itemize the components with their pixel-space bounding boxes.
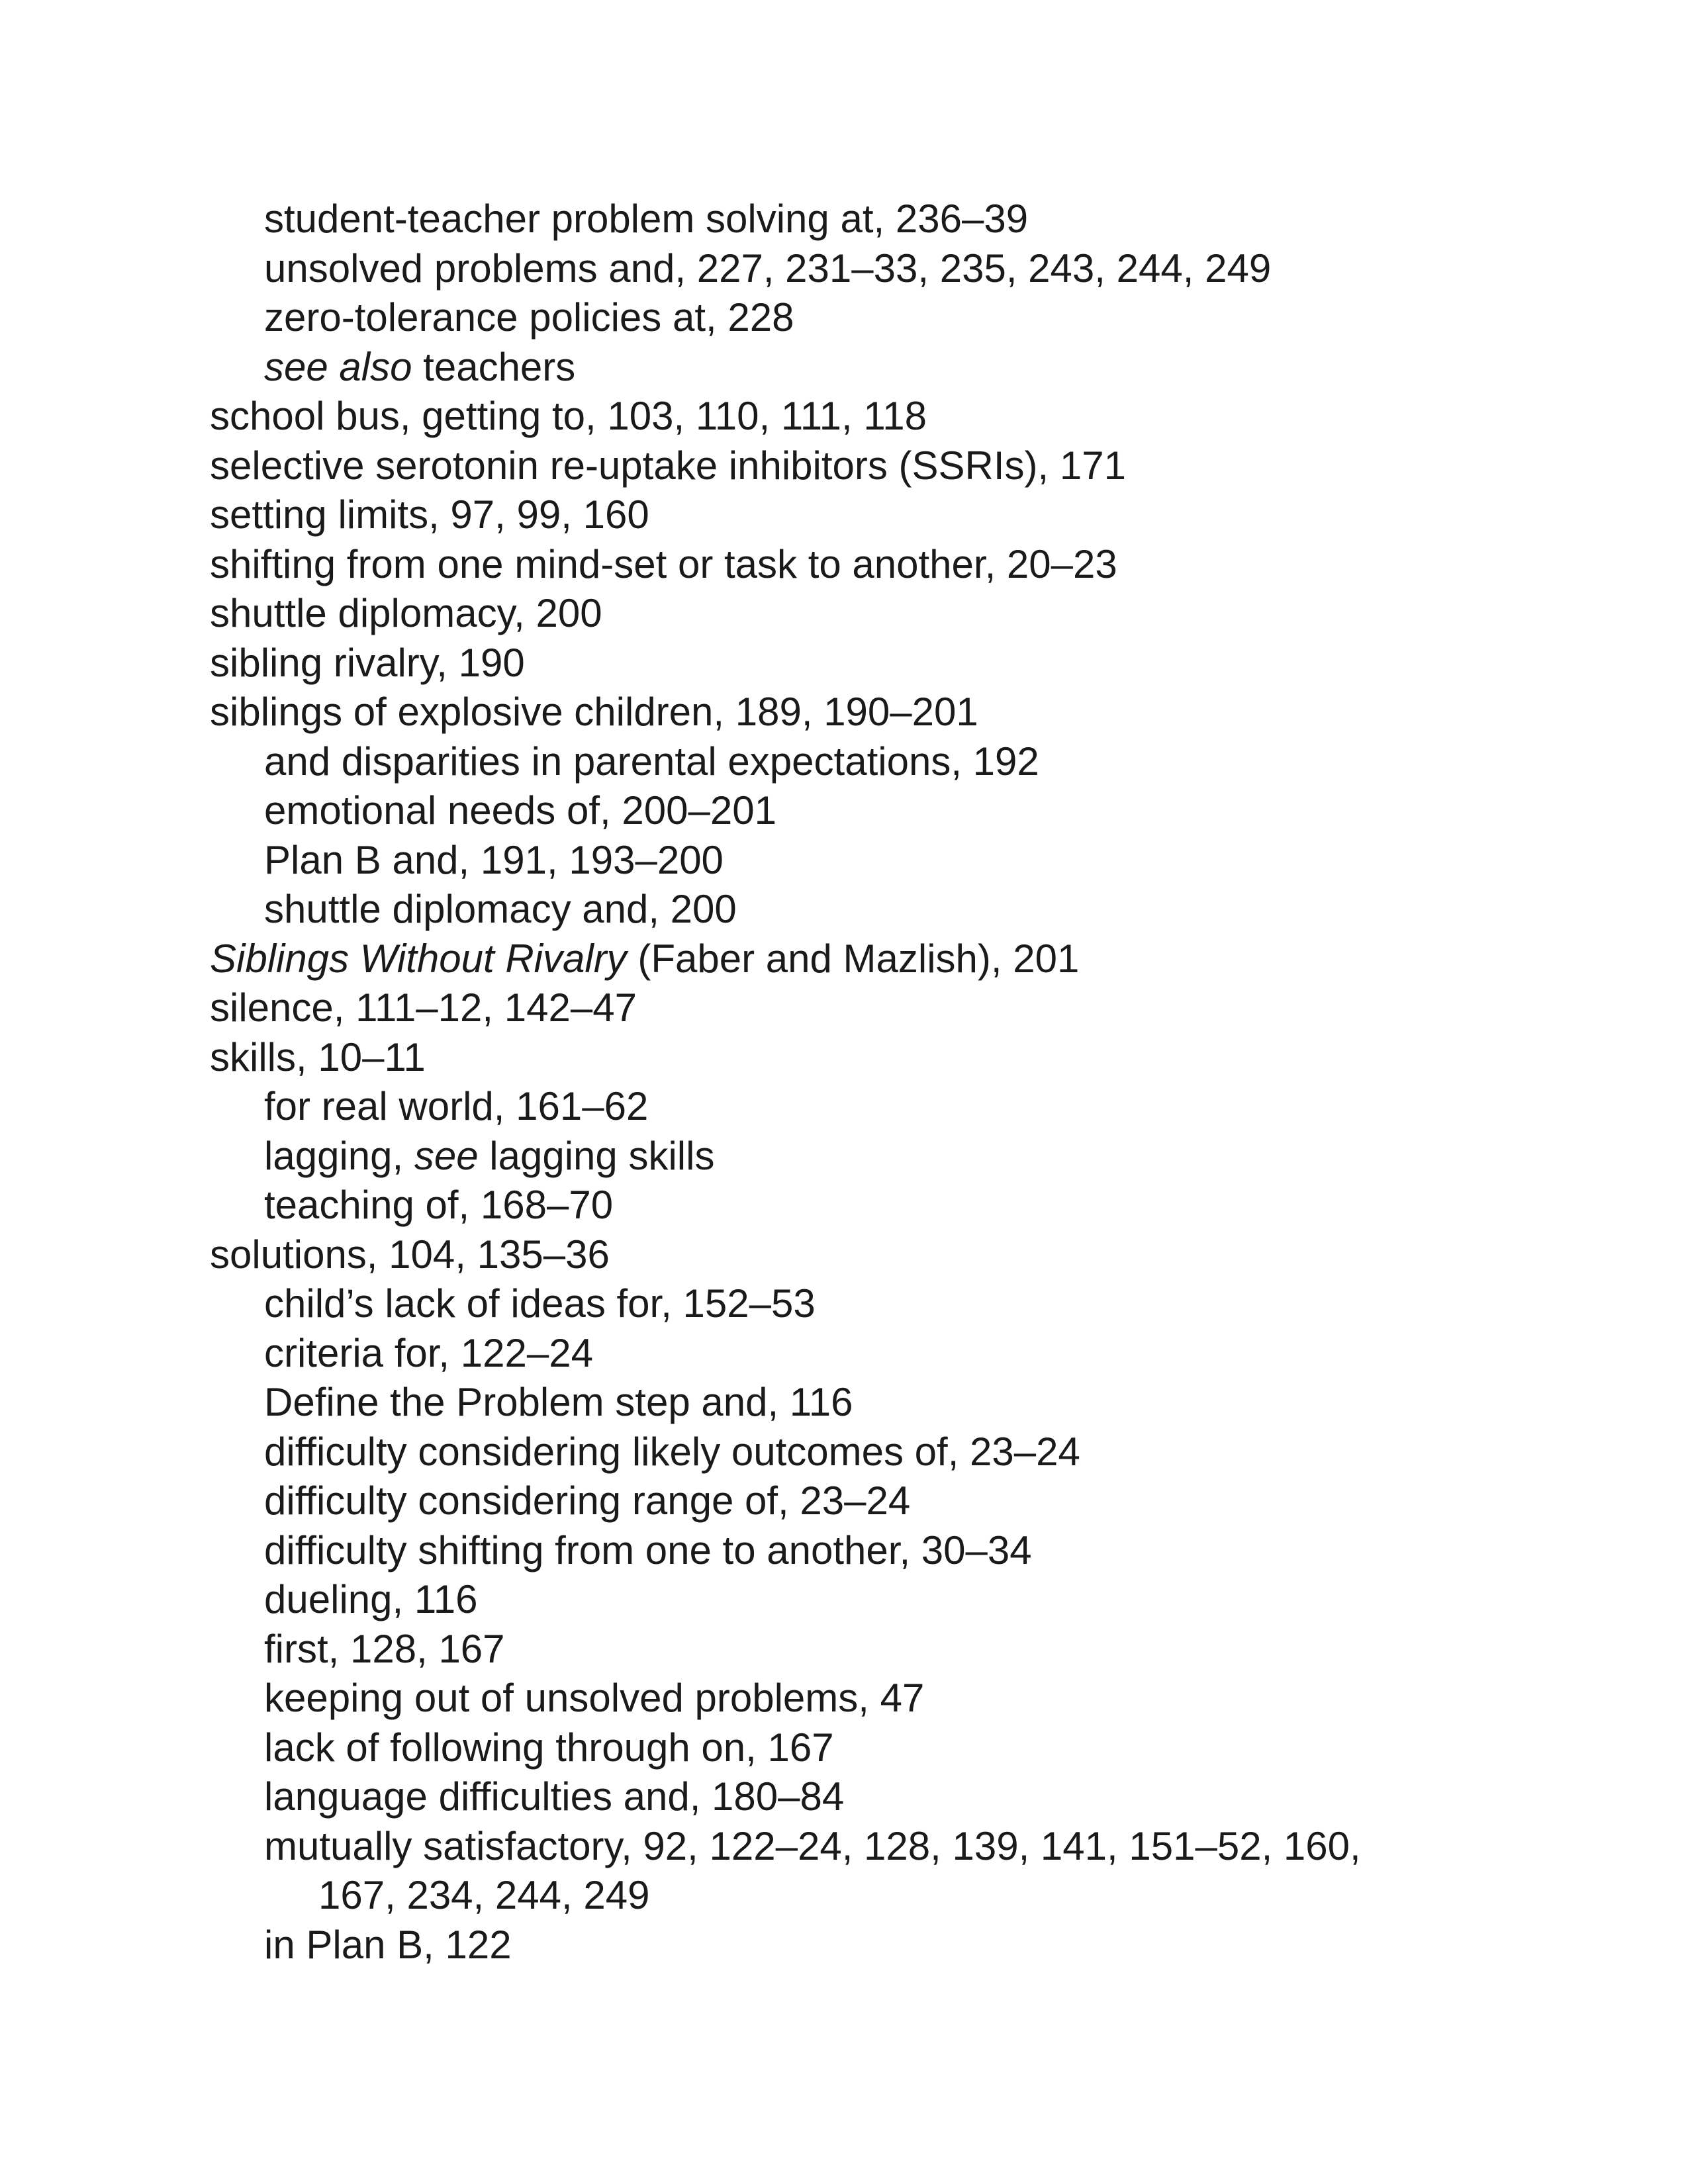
index-subentry xyxy=(0,1378,1688,1428)
index-subentry xyxy=(0,1132,1688,1181)
index-subentry xyxy=(0,1772,1688,1822)
index-subentry xyxy=(0,1082,1688,1132)
entry-text: keeping out of unsolved problems, 47 xyxy=(264,1676,925,1720)
entry-text: shifting from one mind-set or task to another, 20–23 xyxy=(210,541,1117,586)
index-entry xyxy=(0,934,1688,984)
index-entry xyxy=(0,589,1688,639)
index-subentry xyxy=(0,737,1688,787)
index-entry xyxy=(0,983,1688,1033)
entry-text: school bus, getting to, 103, 110, 111, 118 xyxy=(210,394,927,438)
index-list xyxy=(0,195,1688,1970)
index-entry xyxy=(0,392,1688,441)
entry-text: for real world, 161–62 xyxy=(264,1084,649,1128)
entry-text: child’s lack of ideas for, 152–53 xyxy=(264,1281,816,1326)
entry-text: setting limits, 97, 99, 160 xyxy=(210,492,649,537)
entry-text: difficulty shifting from one to another, 30–34 xyxy=(264,1527,1032,1572)
index-subentry xyxy=(0,1428,1688,1477)
index-subentry xyxy=(0,244,1688,294)
index-subentry xyxy=(0,1477,1688,1526)
entry-text: student-teacher problem solving at, 236–39 xyxy=(264,197,1029,241)
entry-text: sibling rivalry, 190 xyxy=(210,640,525,685)
index-subentry xyxy=(0,1526,1688,1576)
entry-text: 167, 234, 244, 249 xyxy=(318,1873,650,1917)
entry-text: unsolved problems and, 227, 231–33, 235, 243, 244, 249 xyxy=(264,246,1272,291)
index-entry xyxy=(0,639,1688,688)
entry-text: lagging skills xyxy=(478,1133,715,1178)
index-subentry xyxy=(0,1625,1688,1674)
entry-text: (Faber and Mazlish), 201 xyxy=(626,936,1080,981)
index-subentry xyxy=(0,1674,1688,1723)
italic-text: Siblings Without Rivalry xyxy=(210,936,627,981)
entry-text: criteria for, 122–24 xyxy=(264,1330,593,1375)
entry-text: language difficulties and, 180–84 xyxy=(264,1774,845,1819)
entry-text: Define the Problem step and, 116 xyxy=(264,1380,853,1424)
entry-text: in Plan B, 122 xyxy=(264,1922,512,1967)
entry-text: mutually satisfactory, 92, 122–24, 128, 139, 141, 151–52, 160, xyxy=(264,1823,1361,1868)
entry-text: and disparities in parental expectations, 192 xyxy=(264,739,1039,784)
entry-text: solutions, 104, 135–36 xyxy=(210,1232,610,1277)
entry-text: first, 128, 167 xyxy=(264,1626,505,1671)
entry-text: Plan B and, 191, 193–200 xyxy=(264,837,724,882)
entry-text: lack of following through on, 167 xyxy=(264,1725,834,1770)
entry-text: emotional needs of, 200–201 xyxy=(264,788,776,833)
entry-text: lagging, xyxy=(264,1133,414,1178)
index-subentry xyxy=(0,293,1688,343)
index-subentry xyxy=(0,836,1688,886)
index-entry xyxy=(0,688,1688,737)
entry-text: silence, 111–12, 142–47 xyxy=(210,985,637,1030)
index-continuation xyxy=(0,1871,1688,1921)
entry-text: zero-tolerance policies at, 228 xyxy=(264,295,794,340)
index-entry xyxy=(0,490,1688,540)
entry-text: dueling, 116 xyxy=(264,1577,478,1621)
entry-text: difficulty considering likely outcomes of, 23–24 xyxy=(264,1429,1080,1474)
index-entry xyxy=(0,1033,1688,1083)
italic-text: see xyxy=(414,1133,479,1178)
italic-text: see also xyxy=(264,344,412,389)
index-subentry xyxy=(0,786,1688,836)
entry-text: skills, 10–11 xyxy=(210,1034,426,1079)
entry-text: siblings of explosive children, 189, 190–201 xyxy=(210,690,978,734)
entry-text: shuttle diplomacy and, 200 xyxy=(264,887,737,931)
index-subentry xyxy=(0,1822,1688,1872)
index-subentry xyxy=(0,1279,1688,1329)
index-entry xyxy=(0,540,1688,590)
index-subentry xyxy=(0,1329,1688,1379)
entry-text: selective serotonin re-uptake inhibitors (SSRIs), 171 xyxy=(210,443,1126,488)
index-subentry xyxy=(0,1181,1688,1230)
index-subentry xyxy=(0,1723,1688,1773)
entry-text: shuttle diplomacy, 200 xyxy=(210,591,602,635)
entry-text: difficulty considering range of, 23–24 xyxy=(264,1479,911,1523)
index-subentry xyxy=(0,885,1688,934)
entry-text: teaching of, 168–70 xyxy=(264,1183,614,1227)
index-subentry xyxy=(0,195,1688,244)
index-subentry xyxy=(0,1575,1688,1625)
index-subentry xyxy=(0,1921,1688,1970)
entry-text: teachers xyxy=(412,344,576,389)
index-entry xyxy=(0,1230,1688,1280)
index-subentry xyxy=(0,343,1688,392)
index-entry xyxy=(0,441,1688,491)
